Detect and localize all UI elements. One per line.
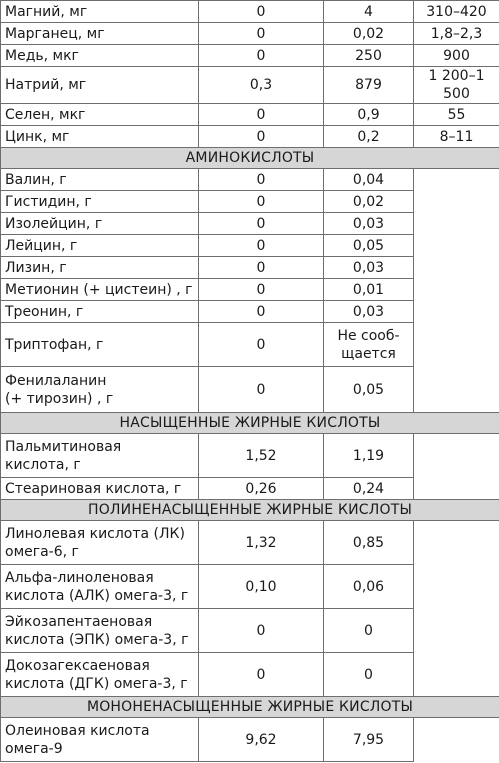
section-title: АМИНОКИСЛОТЫ xyxy=(1,148,499,169)
value-cell: 0 xyxy=(199,1,324,23)
nutrient-name: Медь, мкг xyxy=(1,45,199,67)
name-line: Олеиновая кислота xyxy=(5,722,150,739)
value-cell: 0 xyxy=(199,367,324,413)
value-cell: 250 xyxy=(324,45,414,67)
nutrient-name: Цинк, мг xyxy=(1,126,199,148)
empty-cell xyxy=(414,301,499,323)
empty-cell xyxy=(414,478,499,500)
empty-cell xyxy=(414,279,499,301)
table-row xyxy=(1,1,499,23)
table-row xyxy=(1,257,499,279)
empty-cell xyxy=(414,323,499,367)
table-row xyxy=(1,45,499,67)
value-cell: 0 xyxy=(199,104,324,126)
value-cell: 1,32 xyxy=(199,521,324,565)
value-cell: 0,85 xyxy=(324,521,414,565)
name-line: Линолевая кислота (ЛК) xyxy=(5,525,185,542)
name-line: Пальмитиновая xyxy=(5,438,122,455)
table-row xyxy=(1,434,499,478)
value-cell: 0 xyxy=(199,169,324,191)
value-cell: 0 xyxy=(199,235,324,257)
empty-cell xyxy=(414,521,499,565)
nutrient-name xyxy=(1,609,199,653)
empty-cell xyxy=(414,257,499,279)
empty-cell xyxy=(414,609,499,653)
value-cell-note xyxy=(324,323,414,367)
value-cell: 0,06 xyxy=(324,565,414,609)
nutrient-name: Стеариновая кислота, г xyxy=(1,478,199,500)
nutrient-name: Гистидин, г xyxy=(1,191,199,213)
empty-cell xyxy=(414,367,499,413)
nutrient-name xyxy=(1,718,199,762)
value-cell: 0 xyxy=(199,45,324,67)
nutrient-name: Валин, г xyxy=(1,169,199,191)
value-cell: 0 xyxy=(199,653,324,697)
nutrient-name xyxy=(1,521,199,565)
value-cell: 0,02 xyxy=(324,191,414,213)
nutrient-name: Селен, мкг xyxy=(1,104,199,126)
value-cell: 0,05 xyxy=(324,367,414,413)
empty-cell xyxy=(414,718,499,762)
note-line: щается xyxy=(341,345,396,362)
value-cell: 1,52 xyxy=(199,434,324,478)
nutrient-name: Триптофан, г xyxy=(1,323,199,367)
name-line: кислота (ДГК) омега-3, г xyxy=(5,675,188,692)
value-cell: 0,05 xyxy=(324,235,414,257)
table-row xyxy=(1,718,499,762)
table-row xyxy=(1,609,499,653)
table-row xyxy=(1,521,499,565)
value-cell: 0,3 xyxy=(199,67,324,104)
nutrient-name xyxy=(1,653,199,697)
empty-cell xyxy=(414,169,499,191)
table-row xyxy=(1,478,499,500)
nutrient-name xyxy=(1,434,199,478)
value-cell: 0,10 xyxy=(199,565,324,609)
value-cell: 0 xyxy=(199,323,324,367)
table-row xyxy=(1,279,499,301)
value-cell: 0,26 xyxy=(199,478,324,500)
empty-cell xyxy=(414,434,499,478)
section-header-monounsaturated xyxy=(1,697,499,718)
norm-cell: 900 xyxy=(414,45,499,67)
value-cell: 0,9 xyxy=(324,104,414,126)
name-line: кислота (ЭПК) омега-3, г xyxy=(5,631,189,648)
value-cell: 0,03 xyxy=(324,213,414,235)
section-header-saturated xyxy=(1,413,499,434)
value-cell: 0,03 xyxy=(324,301,414,323)
name-line: Альфа-линоленовая xyxy=(5,569,154,586)
value-cell: 0 xyxy=(199,257,324,279)
value-cell: 0,2 xyxy=(324,126,414,148)
nutrient-name: Лизин, г xyxy=(1,257,199,279)
value-cell: 0 xyxy=(199,609,324,653)
value-cell: 0 xyxy=(324,609,414,653)
name-line: кислота, г xyxy=(5,456,81,473)
section-title: МОНОНЕНАСЫЩЕННЫЕ ЖИРНЫЕ КИСЛОТЫ xyxy=(1,697,499,718)
value-cell: 0 xyxy=(199,126,324,148)
nutrient-name: Натрий, мг xyxy=(1,67,199,104)
value-cell: 7,95 xyxy=(324,718,414,762)
empty-cell xyxy=(414,213,499,235)
value-cell: 0 xyxy=(199,213,324,235)
name-line: омега-6, г xyxy=(5,543,79,560)
name-line: Эйкозапентаеновая xyxy=(5,613,153,630)
table-row xyxy=(1,301,499,323)
nutrient-name: Метионин (+ цистеин) , г xyxy=(1,279,199,301)
table-row xyxy=(1,235,499,257)
name-line: Докозагексаеновая xyxy=(5,657,150,674)
table-row xyxy=(1,104,499,126)
table-row xyxy=(1,653,499,697)
value-cell: 0,01 xyxy=(324,279,414,301)
table-row xyxy=(1,67,499,104)
nutrient-name: Лейцин, г xyxy=(1,235,199,257)
name-line: кислота (АЛК) омега-3, г xyxy=(5,587,189,604)
value-cell: 0 xyxy=(199,301,324,323)
nutrient-name: Магний, мг xyxy=(1,1,199,23)
name-line: Фенилаланин xyxy=(5,372,107,389)
value-cell: 0,03 xyxy=(324,257,414,279)
value-cell: 0,04 xyxy=(324,169,414,191)
section-header-amino xyxy=(1,148,499,169)
norm-cell: 1,8–2,3 xyxy=(414,23,499,45)
nutrient-name: Марганец, мг xyxy=(1,23,199,45)
norm-cell: 310–420 xyxy=(414,1,499,23)
nutrient-name xyxy=(1,367,199,413)
value-cell: 0 xyxy=(324,653,414,697)
table-row xyxy=(1,169,499,191)
norm-cell: 55 xyxy=(414,104,499,126)
value-cell: 1,19 xyxy=(324,434,414,478)
table-row xyxy=(1,565,499,609)
empty-cell xyxy=(414,235,499,257)
value-cell: 0,02 xyxy=(324,23,414,45)
nutrient-name xyxy=(1,565,199,609)
name-line: (+ тирозин) , г xyxy=(5,390,114,407)
value-cell: 879 xyxy=(324,67,414,104)
nutrient-name: Треонин, г xyxy=(1,301,199,323)
norm-cell: 1 200–1 500 xyxy=(414,67,499,104)
empty-cell xyxy=(414,191,499,213)
section-header-polyunsaturated xyxy=(1,500,499,521)
value-cell: 4 xyxy=(324,1,414,23)
value-cell: 0,24 xyxy=(324,478,414,500)
name-line: омега-9 xyxy=(5,740,63,757)
norm-cell: 8–11 xyxy=(414,126,499,148)
nutrient-name: Изолейцин, г xyxy=(1,213,199,235)
table-row xyxy=(1,367,499,413)
table-row xyxy=(1,23,499,45)
table-row xyxy=(1,191,499,213)
section-title: НАСЫЩЕННЫЕ ЖИРНЫЕ КИСЛОТЫ xyxy=(1,413,499,434)
value-cell: 0 xyxy=(199,191,324,213)
section-title: ПОЛИНЕНАСЫЩЕННЫЕ ЖИРНЫЕ КИСЛОТЫ xyxy=(1,500,499,521)
value-cell: 9,62 xyxy=(199,718,324,762)
table-row xyxy=(1,213,499,235)
empty-cell xyxy=(414,565,499,609)
value-cell: 0 xyxy=(199,23,324,45)
table-row xyxy=(1,126,499,148)
value-cell: 0 xyxy=(199,279,324,301)
table-row xyxy=(1,323,499,367)
empty-cell xyxy=(414,653,499,697)
note-line: Не сооб- xyxy=(337,327,400,344)
